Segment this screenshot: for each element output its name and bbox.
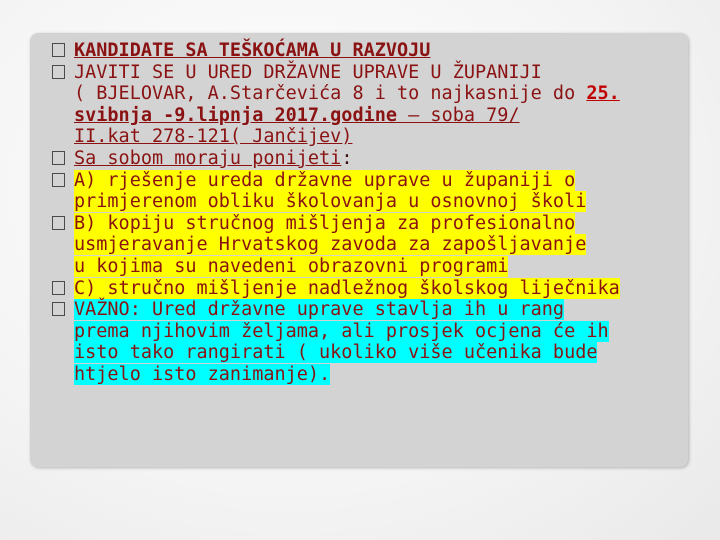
- slide-text: [52, 40, 684, 386]
- deadline-range: svibnja -9.lipnja 2017.godine: [74, 104, 398, 126]
- list-item-important: [52, 299, 684, 385]
- floor-phone-text: II.kat 278-121( Jančijev): [74, 126, 353, 148]
- report-line-1: JAVITI SE U URED DRŽAVNE UPRAVE U ŽUPANIJI: [74, 61, 542, 83]
- report-line-2: ( BJELOVAR, A.Starčevića 8 i to najkasnije do: [74, 83, 587, 105]
- bring-text: Sa sobom moraju ponijeti: [74, 147, 342, 169]
- list-item-a: [52, 170, 684, 213]
- list-item-b: [52, 213, 684, 278]
- square-bullet-icon: [52, 151, 65, 165]
- item-b-line-1: B) kopiju stručnog mišljenja za profesionalno: [74, 212, 576, 234]
- item-b-line-2: usmjeravanje Hrvatskog zavoda za zapošljavanje: [74, 234, 587, 256]
- square-bullet-icon: [52, 281, 65, 295]
- item-c-line-1: C) stručno mišljenje nadležnog školskog liječnika: [74, 277, 620, 299]
- important-line-4: htjelo isto zanimanje).: [74, 363, 331, 385]
- important-line-2: prema njihovim željama, ali prosjek ocjena će ih: [74, 320, 609, 342]
- list-item-c: [52, 278, 684, 300]
- list-item-report: [52, 62, 684, 148]
- square-bullet-icon: [52, 173, 65, 187]
- important-line-1: VAŽNO: Ured državne uprave stavlja ih u rang: [74, 299, 565, 321]
- deadline-start: 25.: [586, 83, 620, 105]
- list-item-heading: [52, 40, 684, 62]
- square-bullet-icon: [52, 65, 65, 79]
- important-line-3: isto tako rangirati ( ukoliko više učenika bude: [74, 342, 598, 364]
- heading-text: KANDIDATE SA TEŠKOĆAMA U RAZVOJU: [74, 40, 431, 61]
- square-bullet-icon: [52, 43, 65, 57]
- square-bullet-icon: [52, 302, 65, 316]
- bring-colon: :: [341, 147, 353, 169]
- list-item-bring: [52, 148, 684, 170]
- square-bullet-icon: [52, 216, 65, 230]
- item-a-line-1: A) rješenje ureda državne uprave u županiji o: [74, 169, 576, 191]
- item-a-line-2: primjerenom obliku školovanja u osnovnoj školi: [74, 191, 587, 213]
- item-b-line-3: u kojima su navedeni obrazovni programi: [74, 255, 509, 277]
- room-text: – soba 79/: [397, 104, 520, 126]
